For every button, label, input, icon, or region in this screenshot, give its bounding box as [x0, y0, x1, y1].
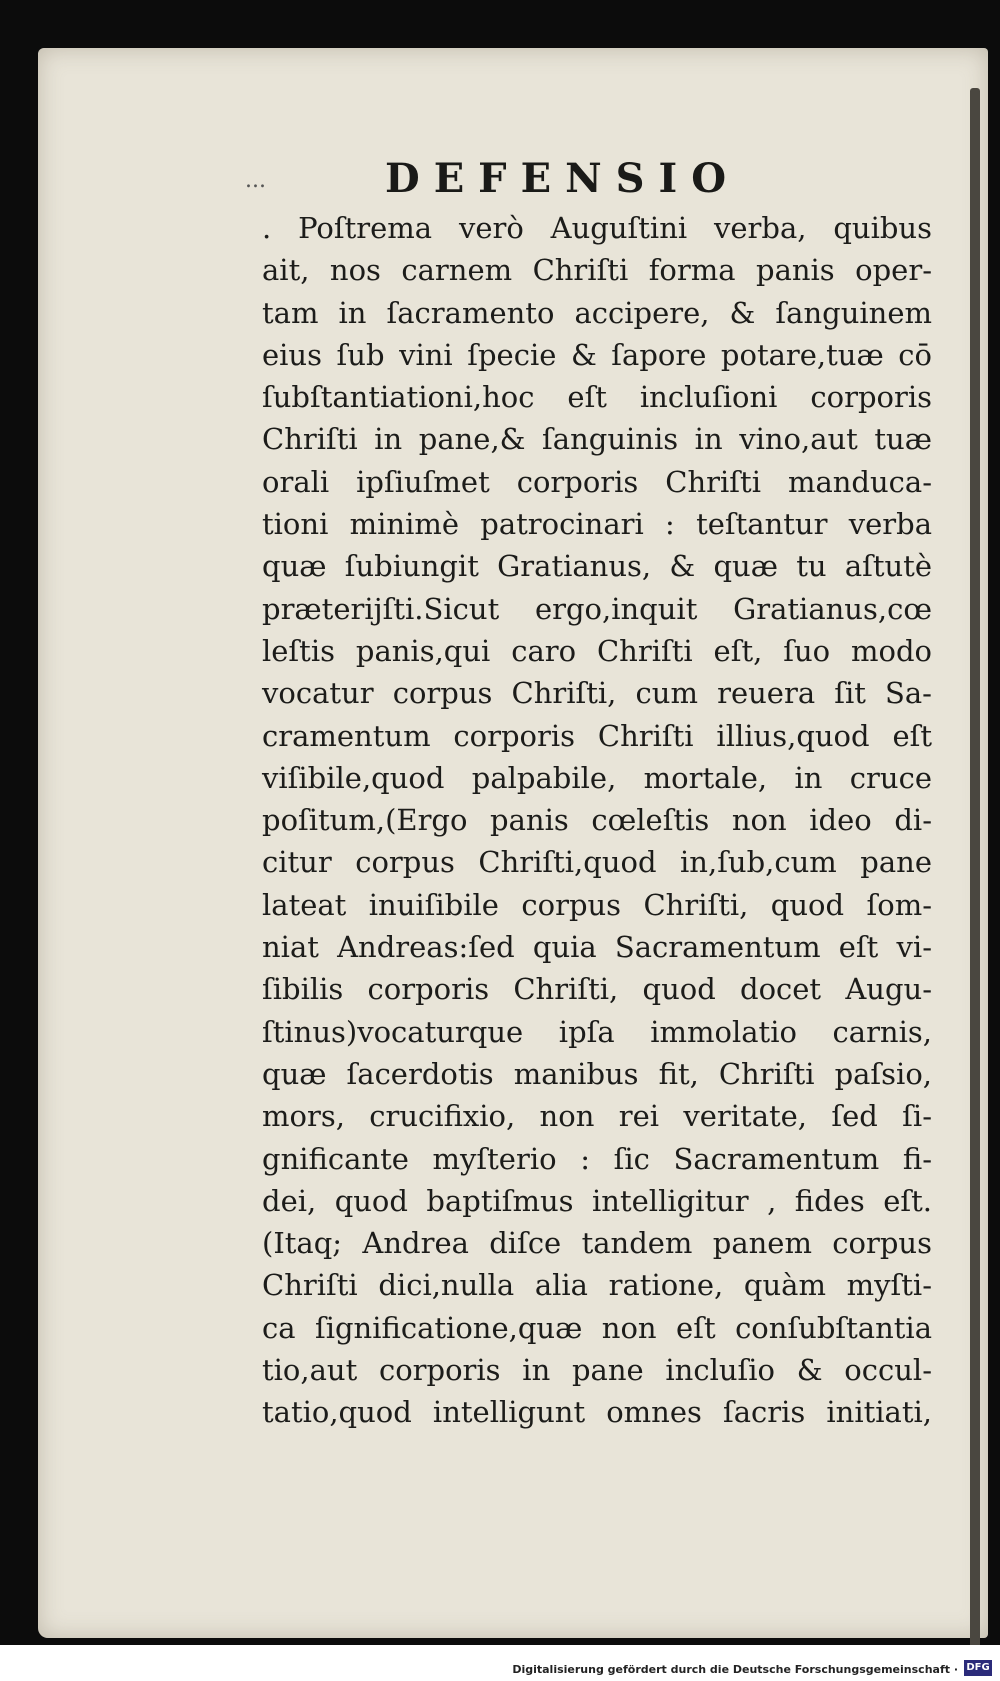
- text-line: leſtis panis,qui caro Chriſti eſt, ſuo modo: [262, 633, 932, 668]
- text-line: eius ſub vini ſpecie & ſapore potare,tuæ cō: [262, 337, 932, 372]
- text-line: poſitum,(Ergo panis cœleſtis non ideo di-: [262, 803, 932, 838]
- digitization-credit: Digitalisierung gefördert durch die Deutsche Forschungsgemeinschaft ·: [512, 1663, 958, 1676]
- running-head-ornament: ...: [245, 168, 266, 193]
- text-line: Chriſti in pane,& ſanguinis in vino,aut tuæ: [262, 422, 932, 457]
- text-line: tioni minimè patrocinari : teſtantur verba: [262, 507, 932, 542]
- text-line: quæ ſacerdotis manibus fit, Chriſti paſsio,: [262, 1056, 932, 1091]
- text-line: quæ ſubiungit Gratianus, & quæ tu aſtutè: [262, 549, 932, 584]
- text-line: Chriſti dici,nulla alia ratione, quàm myſti-: [262, 1268, 932, 1303]
- text-line: mors, crucifixio, non rei veritate, ſed ſi-: [262, 1099, 932, 1134]
- text-line: ſibilis corporis Chriſti, quod docet Augu-: [262, 972, 932, 1007]
- running-head: DEFENSIO: [385, 155, 741, 202]
- text-line: . Poſtrema verò Auguſtini verba, quibus: [262, 211, 932, 245]
- text-line: vocatur corpus Chriſti, cum reuera ſit Sa-: [262, 676, 932, 711]
- text-line: ſubſtantiationi,hoc eſt incluſioni corporis: [262, 380, 932, 415]
- text-line: citur corpus Chriſti,quod in,ſub,cum pane: [262, 845, 932, 880]
- text-line: cramentum corporis Chriſti illius,quod eſt: [262, 718, 932, 753]
- text-line: (Itaq; Andrea diſce tandem panem corpus: [262, 1226, 932, 1261]
- text-line: tio,aut corporis in pane incluſio & occul-: [262, 1353, 932, 1388]
- text-line: præterijſti.Sicut ergo,inquit Gratianus,cœ: [262, 591, 932, 626]
- text-line: niat Andreas:ſed quia Sacramentum eſt vi-: [262, 930, 932, 965]
- text-line: viſibile,quod palpabile, mortale, in cruce: [262, 760, 932, 795]
- text-line: ait, nos carnem Chriſti forma panis oper-: [262, 253, 932, 288]
- text-line: ca ſignificatione,quæ non eſt conſubſtantia: [262, 1310, 932, 1345]
- page-edge: [970, 88, 980, 1648]
- text-line: dei, quod baptiſmus intelligitur , fides eſt.: [262, 1183, 932, 1218]
- text-line: orali ipſiuſmet corporis Chriſti manduca-: [262, 464, 932, 499]
- text-line: gnificante myſterio : ſic Sacramentum fi-: [262, 1141, 932, 1176]
- text-line: tatio,quod intelligunt omnes ſacris initiati,: [262, 1395, 932, 1430]
- dfg-logo: DFG: [964, 1660, 992, 1676]
- text-line: ſtinus)vocaturque ipſa immolatio carnis,: [262, 1014, 932, 1049]
- text-line: lateat inuiſibile corpus Chriſti, quod ſom-: [262, 887, 932, 922]
- body-text: [262, 207, 932, 1434]
- text-line: tam in ſacramento accipere, & ſanguinem: [262, 295, 932, 330]
